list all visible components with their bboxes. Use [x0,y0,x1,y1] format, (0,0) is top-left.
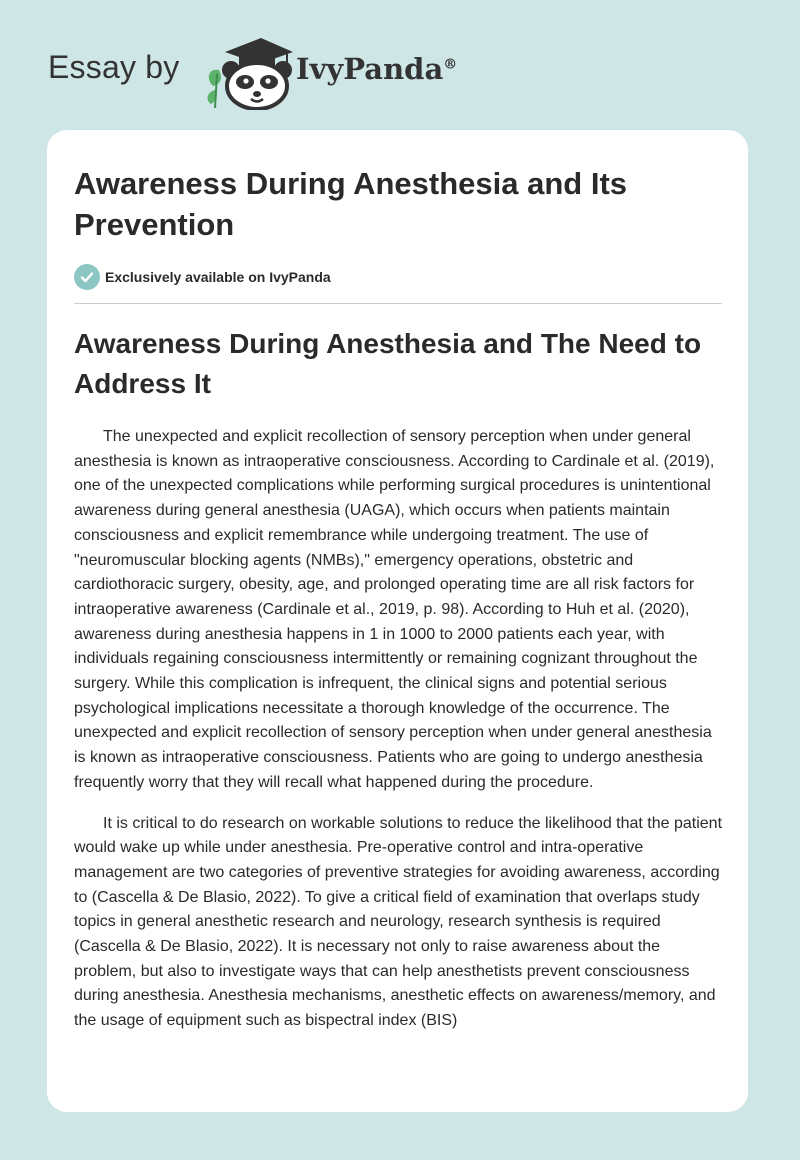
brand-prefix: Essay by [48,49,180,85]
paragraph: It is critical to do research on workable solutions to reduce the likelihood that the patient would wake up while under anesthesia. Pre-operative control and intra-operative management are two categories of preventive strategies for avoiding awareness, according to (Cascella & De Blasio, 2022). To give a critical field of examination that overlaps study topics in general anesthetic research and neurology, research synthesis is required (Cascella & De Blasio, 2022). It is necessary not only to raise awareness about the problem, but also to investigate ways that can help anesthetists prevent consciousness during anesthesia. Anesthesia mechanisms, anesthetic effects on awareness/memory, and the usage of equipment such as bispectral index (BIS) [74,814,723,1030]
check-icon [74,264,100,290]
brand-name: IvyPanda® [296,52,458,86]
divider [74,303,722,304]
leaf-icon [208,70,221,108]
section-heading: Awareness During Anesthesia and The Need to Address It [74,328,702,399]
paragraph: The unexpected and explicit recollection of sensory perception when under general anesthesia is known as intraoperative consciousness. According to Cardinale et al. (2019), one of the unexpected complications while performing surgical procedures is unintentional awareness during general anesthesia (UAGA), which occurs when patients maintain consciousness and explicit remembrance while undergoing treatment. The use of "neuromuscular blocking agents (NMBs)," emergency operations, obstetric and cardiothoracic surgery, obesity, age, and prolonged operating time are all risk factors for intraoperative awareness (Cardinale et al., 2019, p. 98). According to Huh et al. (2020), awareness during anesthesia happens in 1 in 1000 to 2000 patients each year, with individuals regaining consciousness intermittently or remaining cognizant throughout the surgery. While this complication is infrequent, the clinical signs and potential serious psychological implications necessitate a thorough knowledge of the occurrence. The unexpected and explicit recollection of sensory perception when under general anesthesia is known as intraoperative consciousness. Patients who are going to undergo anesthesia frequently worry that they will recall what happened during the procedure. [74,428,715,791]
exclusive-badge [74,264,331,290]
page-title: Awareness During Anesthesia and Its Prevention [74,166,628,242]
essay-card [47,130,748,1112]
essay-body [74,425,726,1050]
brand-header[interactable] [48,34,548,114]
exclusive-badge-label: Exclusively available on IvyPanda [105,269,331,285]
panda-graduate-icon [203,34,293,110]
